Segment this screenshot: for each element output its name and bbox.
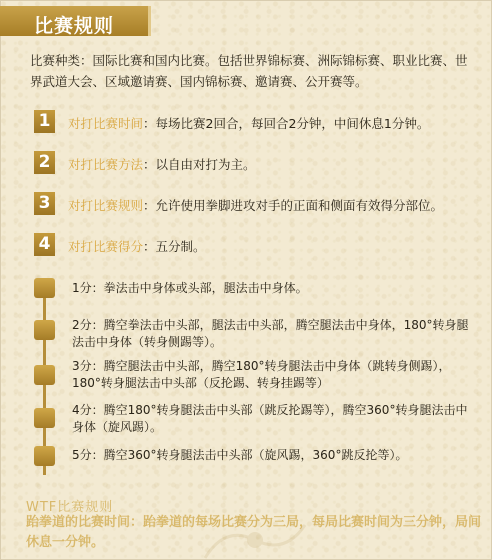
rule-item-label: 对打比赛方法 <box>68 157 144 172</box>
score-item-1: 1分：拳法击中身体或头部，腿法击中身体。 <box>72 281 308 295</box>
number-badge: 2 <box>34 151 55 174</box>
rule-item-label: 对打比赛得分 <box>68 239 144 254</box>
score-item-4: 4分：腾空180°转身腿法击中头部（跳反抡踢等），腾空360°转身腿法击中身体（旋风踢）。 <box>72 403 468 434</box>
rule-item-text <box>68 237 206 255</box>
number-badge: 4 <box>34 233 55 256</box>
timeline-knob <box>34 446 55 466</box>
header-bar <box>0 6 151 36</box>
score-item-2: 2分：腾空拳法击中头部，腿法击中头部，腾空腿法击中身体，180°转身腿法击中身体（转身侧踢等）。 <box>72 318 469 349</box>
timeline-knob <box>34 408 55 428</box>
rule-item-content: ：允许使用拳脚进攻对手的正面和侧面有效得分部位。 <box>143 198 444 213</box>
number-badge: 3 <box>34 192 55 215</box>
rule-item-text <box>68 155 256 173</box>
page-title: 比赛规则 <box>34 15 115 37</box>
wtf-title: WTF比赛规则 <box>26 500 114 515</box>
wtf-body: 跆拳道的比赛时间：跆拳道的每场比赛分为三局，每局比赛时间为三分钟，局间休息一分钟。 <box>26 515 482 550</box>
intro-paragraph: 比赛种类：国际比赛和国内比赛。包括世界锦标赛、洲际锦标赛、职业比赛、世界武道大会、区域邀请赛、国内锦标赛、邀请赛、公开赛等。 <box>30 53 468 89</box>
timeline-knob <box>34 365 55 385</box>
rule-item-content: ：以自由对打为主。 <box>143 157 256 172</box>
number-badge: 1 <box>34 110 55 133</box>
rule-item-text <box>68 196 443 214</box>
rule-item-label: 对打比赛规则 <box>68 198 144 213</box>
score-item-5: 5分：腾空360°转身腿法击中头部（旋风踢，360°跳反抡等）。 <box>72 448 408 462</box>
rule-item-text <box>68 114 429 132</box>
score-item-3: 3分：腾空腿法击中头部，腾空180°转身腿法击中身体（跳转身侧踢），180°转身腿法击中头部（反抡踢、转身挂踢等） <box>72 359 451 390</box>
rule-item-label: 对打比赛时间 <box>68 116 144 131</box>
rule-item-content: ：每场比赛2回合，每回合2分钟，中间休息1分钟。 <box>143 116 430 131</box>
timeline-knob <box>34 278 55 298</box>
rule-item-content: ：五分制。 <box>143 239 206 254</box>
timeline-knob <box>34 320 55 340</box>
